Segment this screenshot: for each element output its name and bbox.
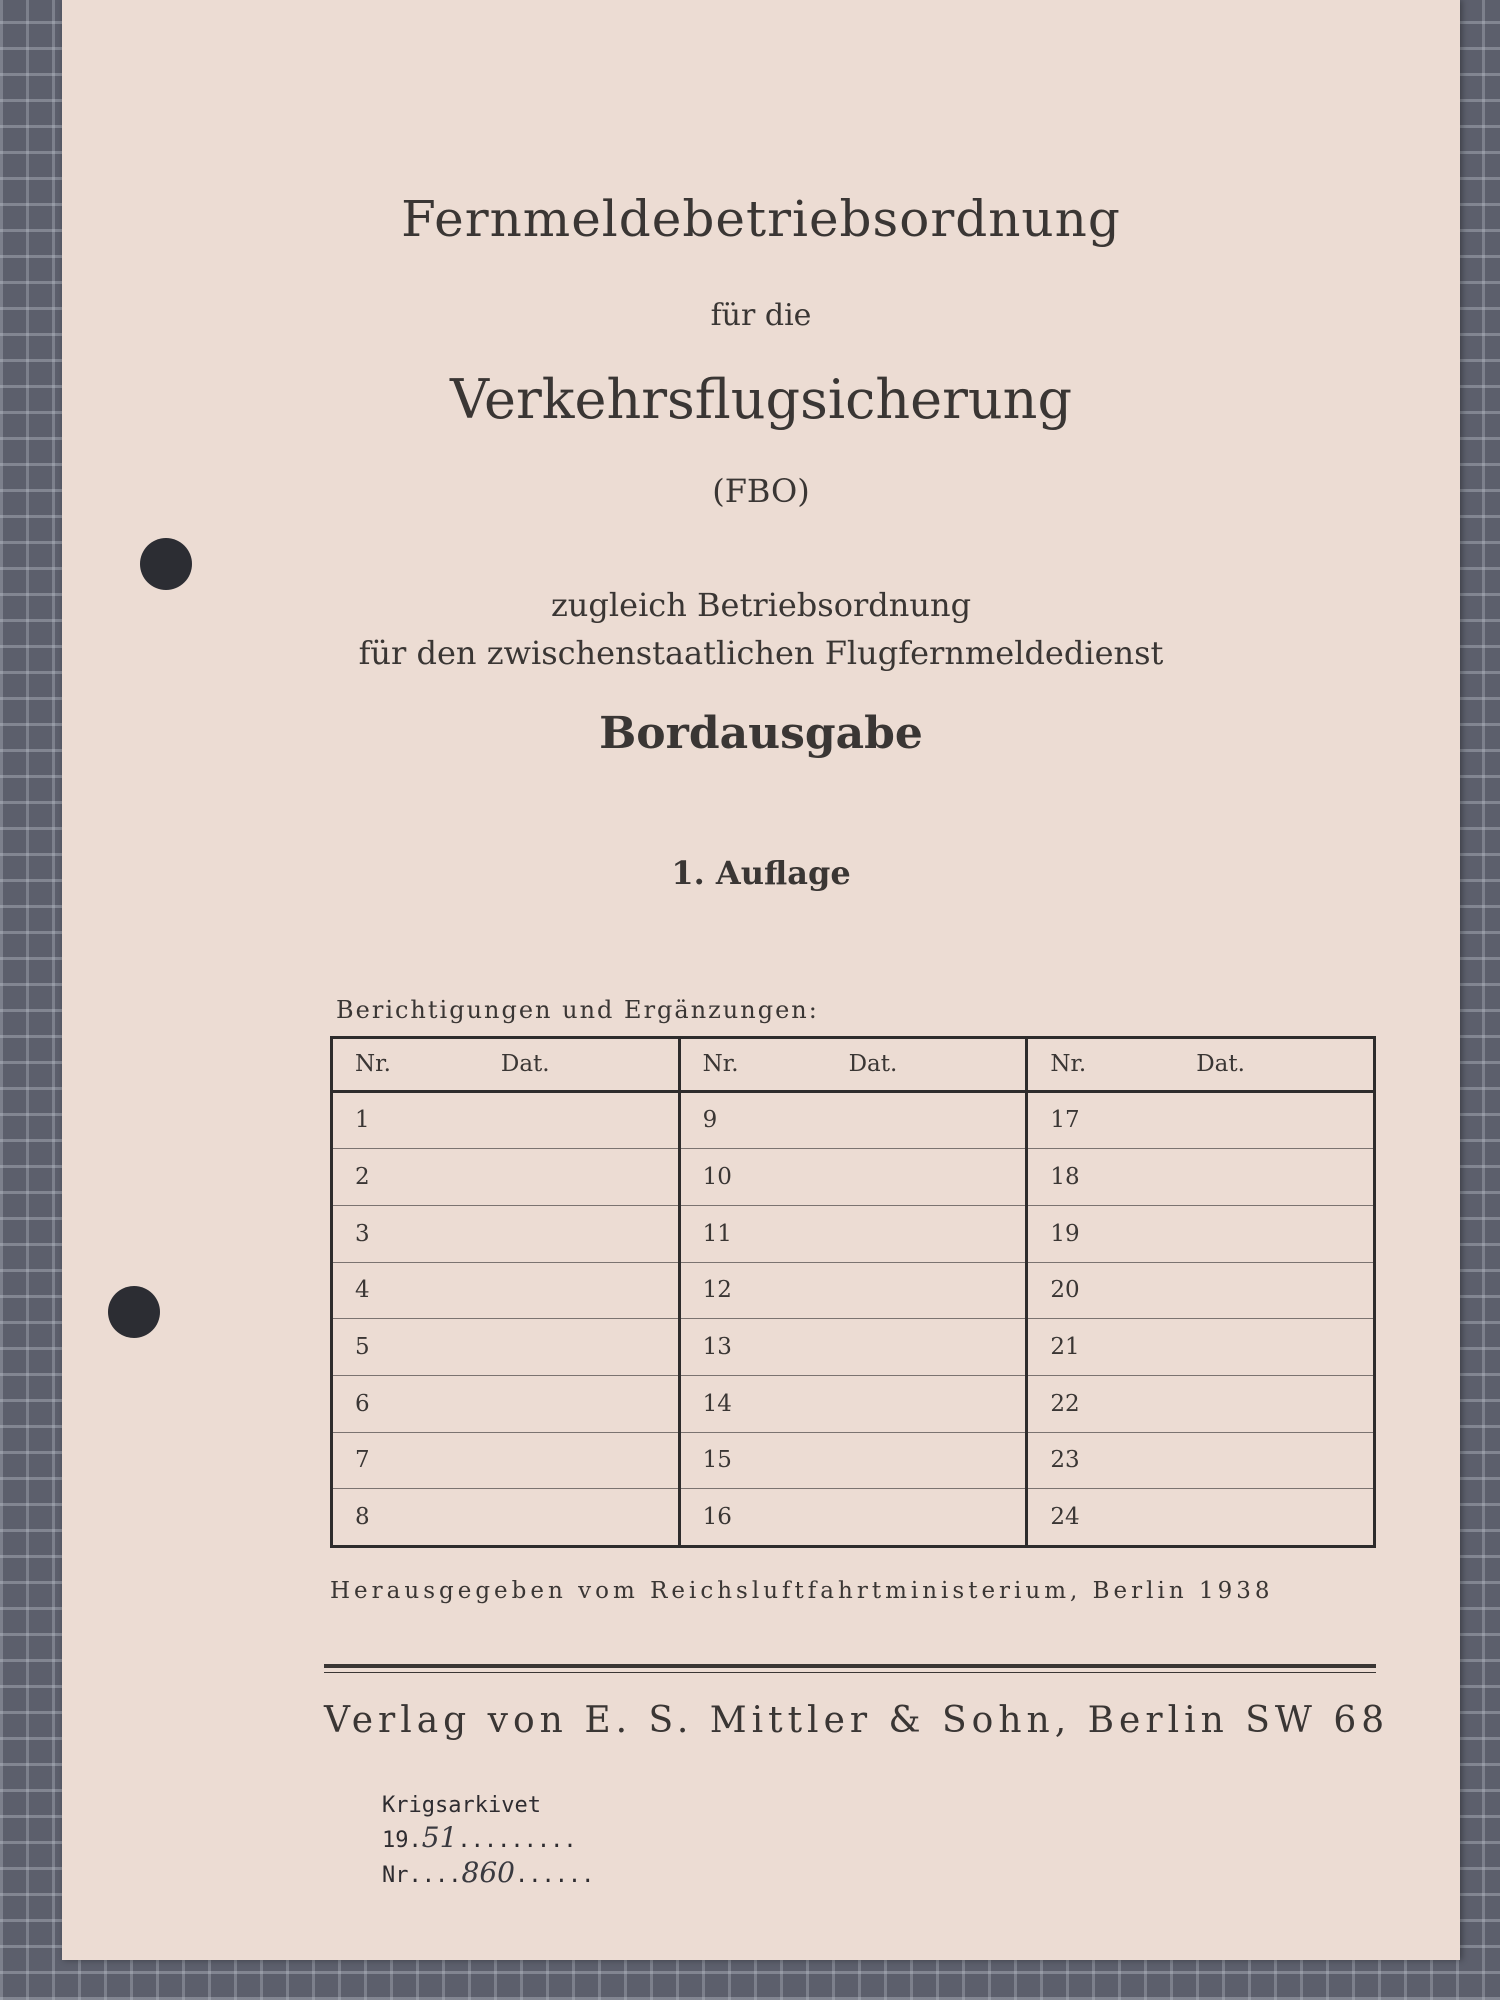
for-the-line: für die bbox=[710, 298, 812, 333]
table-cell: 4 bbox=[332, 1262, 680, 1319]
table-row bbox=[332, 1375, 1375, 1432]
table-cell: 15 bbox=[679, 1432, 1027, 1489]
document-subtitle: Verkehrsflugsicherung bbox=[449, 368, 1073, 431]
table-cell: 14 bbox=[679, 1375, 1027, 1432]
column-header: Nr. Dat. bbox=[332, 1038, 680, 1092]
table-cell: 11 bbox=[679, 1205, 1027, 1262]
issuer-line: Herausgegeben vom Reichsluftfahrtministerium, Berlin 1938 bbox=[330, 1578, 1274, 1604]
table-cell: 5 bbox=[332, 1319, 680, 1376]
stamp-number-line: Nr....860...... bbox=[382, 1856, 595, 1889]
document-title: Fernmeldebetriebsordnung bbox=[401, 190, 1121, 248]
also-line-2: für den zwischenstaatlichen Flugfernmeldedienst bbox=[358, 634, 1164, 672]
divider-thick bbox=[324, 1664, 1376, 1668]
table-cell: 17 bbox=[1027, 1091, 1375, 1149]
document-page bbox=[62, 0, 1460, 1960]
edition-type: Bordausgabe bbox=[599, 708, 923, 759]
punch-hole-upper bbox=[140, 538, 192, 590]
table-cell: 19 bbox=[1027, 1205, 1375, 1262]
corrections-table bbox=[330, 1036, 1376, 1548]
table-cell: 18 bbox=[1027, 1149, 1375, 1206]
publisher-line: Verlag von E. S. Mittler & Sohn, Berlin SW 68 bbox=[324, 1700, 1390, 1741]
table-row bbox=[332, 1205, 1375, 1262]
table-row bbox=[332, 1432, 1375, 1489]
column-header: Nr. Dat. bbox=[679, 1038, 1027, 1092]
archive-stamp bbox=[382, 1790, 594, 1892]
table-row bbox=[332, 1489, 1375, 1547]
table-cell: 3 bbox=[332, 1205, 680, 1262]
stamp-archive-name: Krigsarkivet bbox=[382, 1793, 541, 1818]
corrections-label: Berichtigungen und Ergänzungen: bbox=[336, 996, 819, 1024]
table-header-row bbox=[332, 1038, 1375, 1092]
table-cell: 23 bbox=[1027, 1432, 1375, 1489]
table-cell: 1 bbox=[332, 1091, 680, 1149]
punch-hole-lower bbox=[108, 1286, 160, 1338]
table-cell: 10 bbox=[679, 1149, 1027, 1206]
handwritten-year: 51 bbox=[421, 1821, 458, 1854]
table-cell: 13 bbox=[679, 1319, 1027, 1376]
table-cell: 2 bbox=[332, 1149, 680, 1206]
table-cell: 22 bbox=[1027, 1375, 1375, 1432]
table-cell: 6 bbox=[332, 1375, 680, 1432]
table-cell: 20 bbox=[1027, 1262, 1375, 1319]
edition: 1. Auflage bbox=[671, 854, 851, 892]
table-cell: 8 bbox=[355, 1504, 370, 1531]
table-cell: 9 bbox=[679, 1091, 1027, 1149]
handwritten-number: 860 bbox=[461, 1856, 515, 1889]
table-row bbox=[332, 1149, 1375, 1206]
table-cell: 24 bbox=[1027, 1489, 1375, 1547]
also-line-1: zugleich Betriebsordnung bbox=[550, 586, 972, 624]
table-cell: 21 bbox=[1027, 1319, 1375, 1376]
divider-thin bbox=[324, 1672, 1376, 1673]
stamp-year-line: 19.51......... bbox=[382, 1821, 577, 1854]
table-cell: 12 bbox=[679, 1262, 1027, 1319]
table-cell: 7 bbox=[332, 1432, 680, 1489]
abbreviation: (FBO) bbox=[712, 472, 810, 510]
column-header: Nr. Dat. bbox=[1027, 1038, 1375, 1092]
table-row bbox=[332, 1319, 1375, 1376]
table-row bbox=[332, 1262, 1375, 1319]
table-cell: 16 bbox=[679, 1489, 1027, 1547]
table-row bbox=[332, 1091, 1375, 1149]
